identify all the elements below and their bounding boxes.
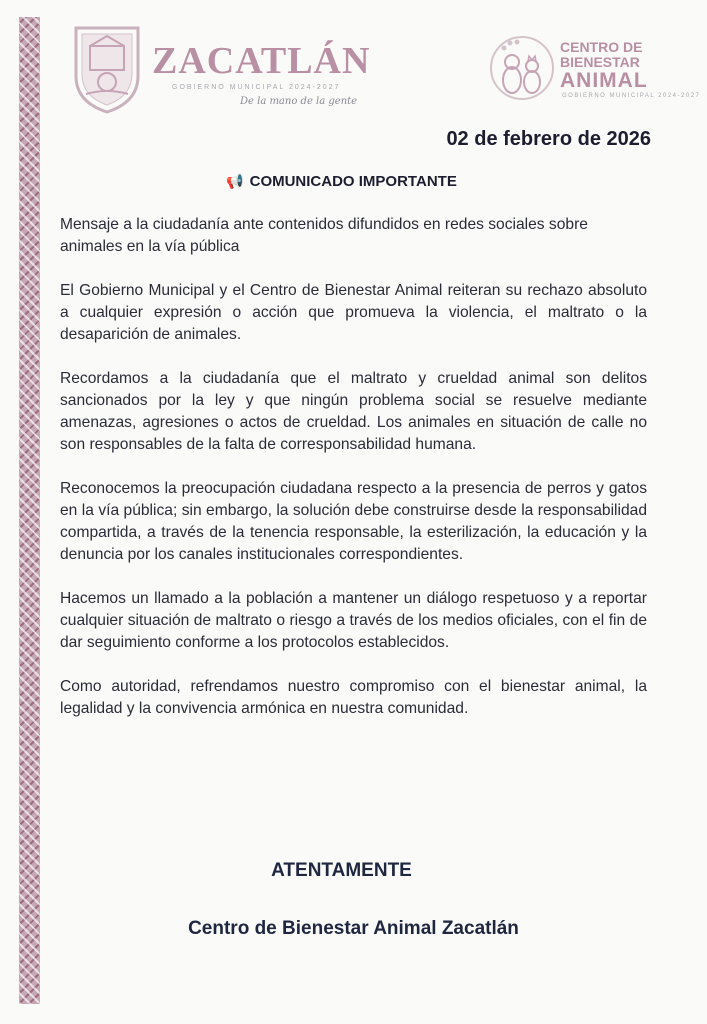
decorative-border [19, 17, 40, 1004]
announcement-label: COMUNICADO IMPORTANTE [249, 173, 457, 190]
municipality-name: ZACATLÁN [152, 40, 371, 82]
municipality-subtitle: GOBIERNO MUNICIPAL 2024-2027 [172, 84, 341, 91]
paragraph-commitment: Como autoridad, refrendamos nuestro compromiso con el bienestar animal, la legalidad y la convivencia armónica en nuestra comunidad. [60, 678, 647, 717]
closing-salutation: ATENTAMENTE [271, 860, 412, 881]
paragraph-intro: Mensaje a la ciudadanía ante contenidos difundidos en redes sociales sobre animales en la vía pública [60, 216, 588, 255]
statement-body [60, 214, 647, 742]
document-date: 02 de febrero de 2026 [446, 128, 651, 150]
paragraph-concern: Reconocemos la preocupación ciudadana respecto a la presencia de perros y gatos en la vía pública; sin embargo, la solución debe construirse desde la responsabilidad compartida, a través de la tenencia responsable, la esterilización, la educación y la denuncia por los canales institucionales correspondientes. [60, 480, 647, 563]
municipal-shield-icon [70, 24, 144, 114]
center-subtitle: GOBIERNO MUNICIPAL 2024-2027 [562, 93, 701, 99]
municipality-logo [70, 24, 371, 114]
center-name-line1: CENTRO DE [560, 39, 643, 55]
paragraph-law: Recordamos a la ciudadanía que el maltrato y crueldad animal son delitos sancionados por la ley y que ningún problema social se resuelve mediante amenazas, agresiones o actos de crueldad. Los animales en situación de calle no son responsables de la falta de corresponsabilidad humana. [60, 370, 647, 453]
letterhead [0, 0, 701, 130]
announcement-heading [0, 173, 683, 190]
paragraph-rejection: El Gobierno Municipal y el Centro de Bienestar Animal reiteran su rechazo absoluto a cualquier expresión o acción que promueva la violencia, el maltrato o la desaparición de animales. [60, 282, 647, 343]
center-name-line3: ANIMAL [560, 69, 648, 92]
paragraph-call: Hacemos un llamado a la población a mantener un diálogo respetuoso y a reportar cualquier situación de maltrato o riesgo a través de los medios oficiales, con el fin de dar seguimiento conforme a los protocolos establecidos. [60, 590, 647, 651]
slogan: De la mano de la gente [240, 96, 358, 107]
signer-name: Centro de Bienestar Animal Zacatlán [188, 918, 519, 939]
megaphone-icon: 📢 [226, 173, 244, 189]
dog-cat-icon [488, 32, 556, 110]
animal-welfare-center-logo [488, 32, 701, 114]
center-name-line2: BIENESTAR [560, 54, 640, 70]
